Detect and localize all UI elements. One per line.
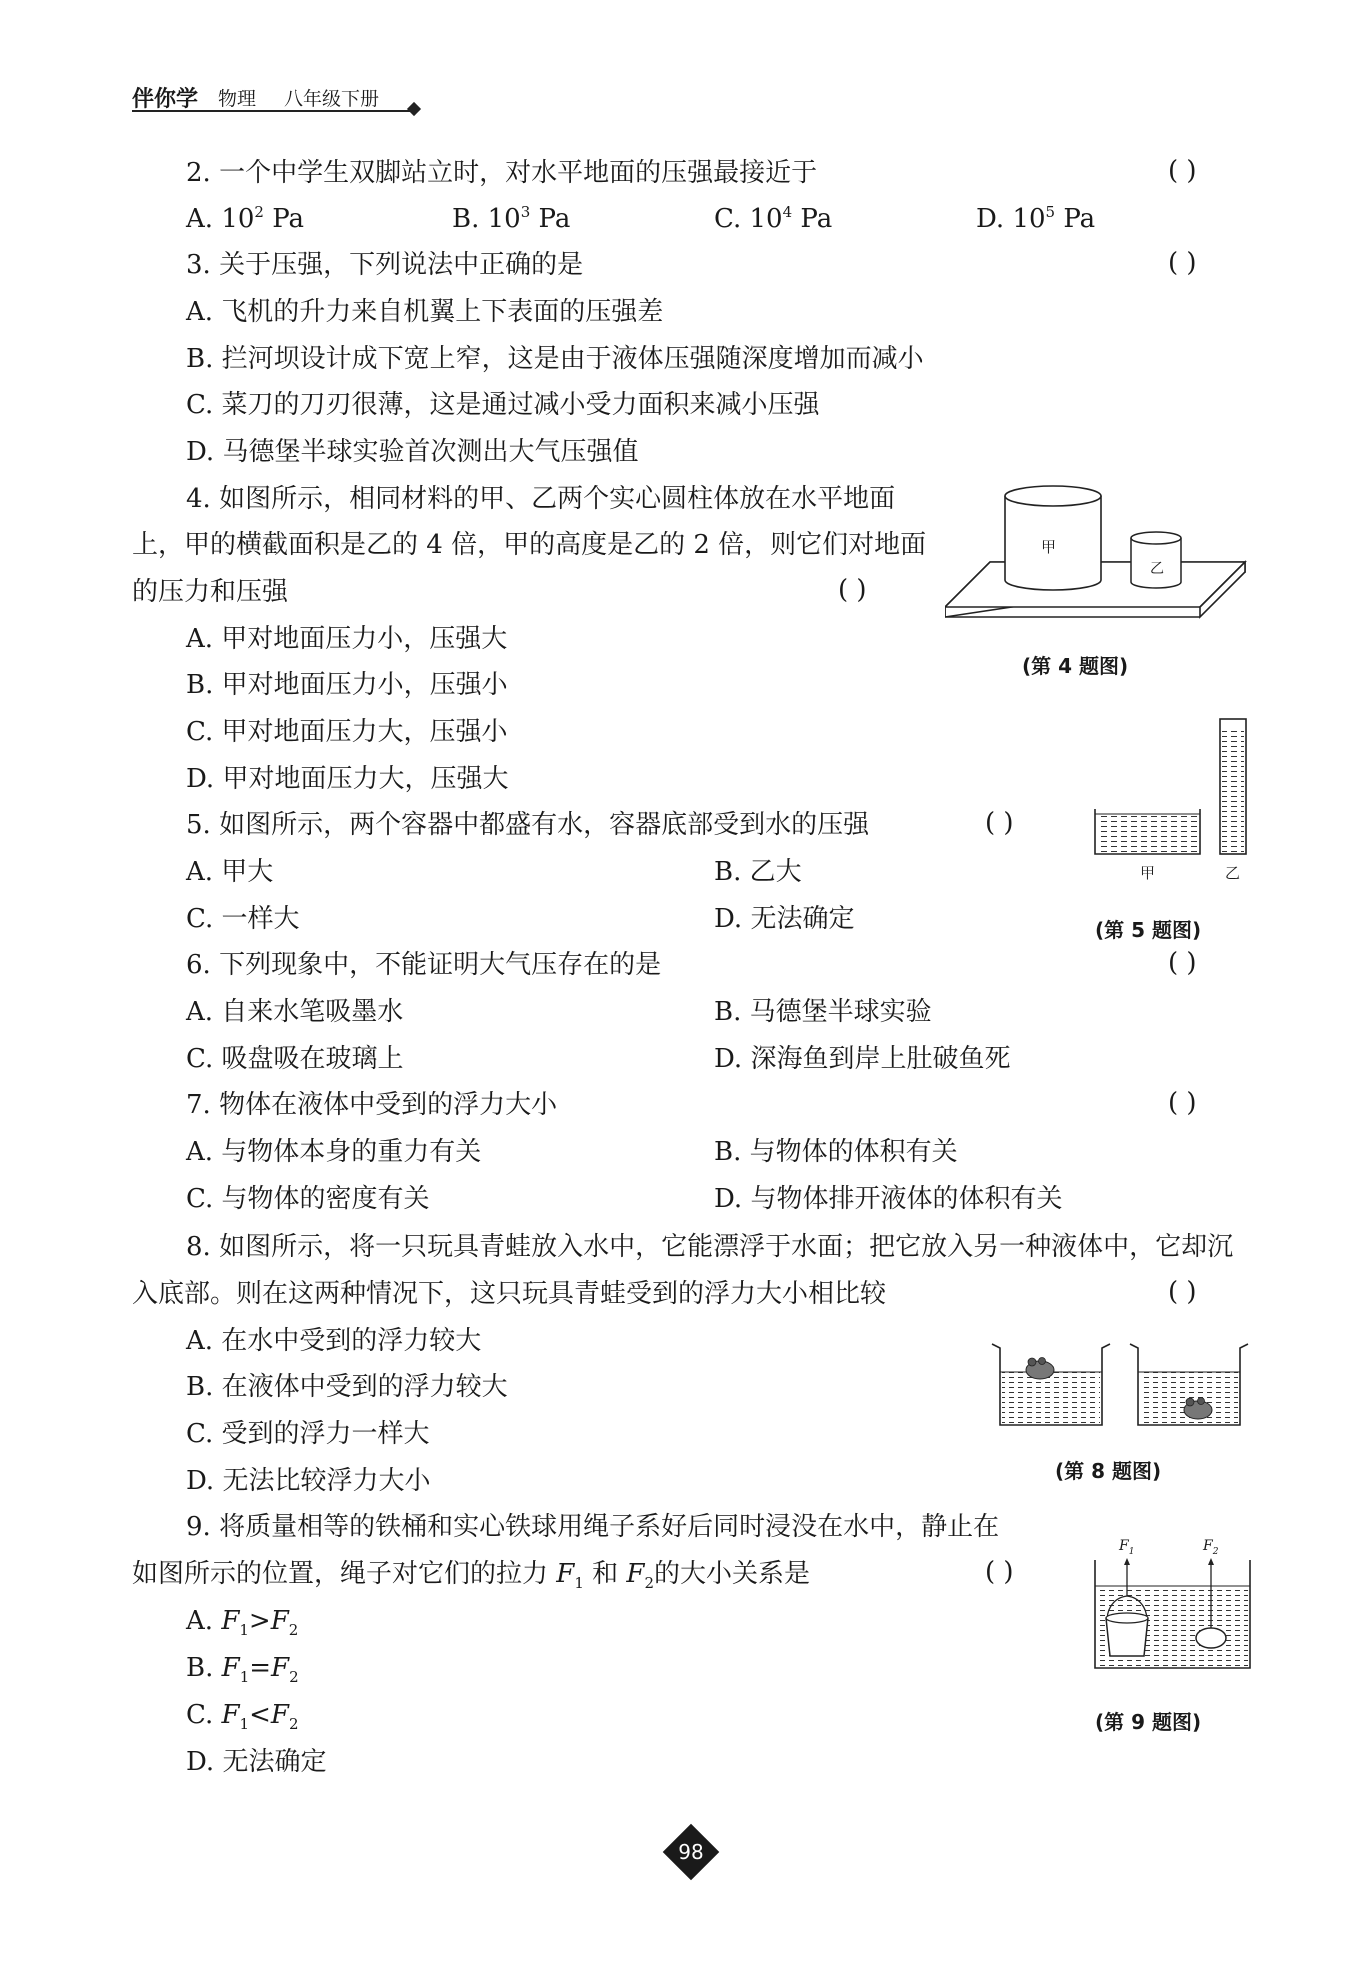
q2-option-a: A. $10^2$ Pa (186, 203, 305, 234)
q8-option-d: D. 无法比较浮力大小 (186, 1466, 431, 1496)
q8-stem-line1: 8. 如图所示，将一只玩具青蛙放入水中，它能漂浮于水面；把它放入另一种液体中，它却沉 (186, 1232, 1234, 1262)
q4-stem-line3: 的压力和压强 (132, 577, 289, 607)
q9-option-b: B. $F_1=F_2$ (186, 1653, 299, 1686)
q9-figure-bucket-ball (1090, 1538, 1255, 1673)
header-diamond-icon (407, 102, 421, 116)
q4-option-b: B. 甲对地面压力小，压强小 (186, 670, 508, 700)
header-subject: 物理 (218, 88, 257, 110)
q3-option-a: A. 飞机的升力来自机翼上下表面的压强差 (186, 297, 664, 327)
q8-stem-line2: 入底部。则在这两种情况下，这只玩具青蛙受到的浮力大小相比较 (132, 1279, 887, 1309)
q8-option-c: C. 受到的浮力一样大 (186, 1419, 430, 1449)
q7-option-a: A. 与物体本身的重力有关 (186, 1137, 482, 1167)
q6-stem: 6. 下列现象中，不能证明大气压存在的是 (186, 950, 662, 980)
q5-figure-containers (1090, 714, 1250, 864)
q8-figure-caption: (第 8 题图) (1055, 1459, 1162, 1483)
q9-fig-label-f2: $F_2$ (1203, 1538, 1219, 1557)
q6-answer-paren: ( ) (1168, 948, 1197, 978)
q7-stem: 7. 物体在液体中受到的浮力大小 (186, 1090, 558, 1120)
q9-option-d: D. 无法确定 (186, 1747, 327, 1777)
q4-stem-line2: 上，甲的横截面积是乙的 4 倍，甲的高度是乙的 2 倍，则它们对地面 (132, 530, 927, 560)
header-grade: 八年级下册 (284, 88, 380, 110)
q5-option-b: B. 乙大 (714, 857, 802, 887)
q7-option-b: B. 与物体的体积有关 (714, 1137, 958, 1167)
q9-stem-line1: 9. 将质量相等的铁桶和实心铁球用绳子系好后同时浸没在水中，静止在 (186, 1512, 1000, 1542)
q5-option-d: D. 无法确定 (714, 904, 855, 934)
q9-option-a: A. $F_1>F_2$ (186, 1606, 299, 1639)
page-number: 98 (678, 1840, 704, 1864)
q3-answer-paren: ( ) (1168, 248, 1197, 278)
q9-fig-label-f1: $F_1$ (1119, 1538, 1135, 1557)
q4-figure-cylinders (945, 482, 1255, 622)
q9-option-c: C. $F_1<F_2$ (186, 1700, 299, 1733)
q5-stem: 5. 如图所示，两个容器中都盛有水，容器底部受到水的压强 (186, 810, 870, 840)
q9-figure-caption: (第 9 题图) (1095, 1710, 1202, 1734)
q4-option-a: A. 甲对地面压力小，压强大 (186, 624, 508, 654)
q2-answer-paren: ( ) (1168, 156, 1197, 186)
q7-option-d: D. 与物体排开液体的体积有关 (714, 1184, 1063, 1214)
q9-stem-line2: 如图所示的位置，绳子对它们的拉力 $F_1$ 和 $F_2$的大小关系是 (132, 1559, 810, 1592)
q2-option-c: C. $10^4$ Pa (714, 203, 833, 234)
frog-floating-icon (1026, 1358, 1054, 1380)
q3-stem: 3. 关于压强，下列说法中正确的是 (186, 250, 584, 280)
q4-stem-line1: 4. 如图所示，相同材料的甲、乙两个实心圆柱体放在水平地面 (186, 484, 896, 514)
header-rule (132, 110, 410, 112)
q4-answer-paren: ( ) (838, 575, 867, 605)
q8-option-b: B. 在液体中受到的浮力较大 (186, 1372, 508, 1402)
q3-option-d: D. 马德堡半球实验首次测出大气压强值 (186, 437, 639, 467)
q7-option-c: C. 与物体的密度有关 (186, 1184, 430, 1214)
q5-figure-caption: (第 5 题图) (1095, 918, 1202, 942)
q3-option-c: C. 菜刀的刀刃很薄，这是通过减小受力面积来减小压强 (186, 390, 820, 420)
q9-answer-paren: ( ) (985, 1557, 1014, 1587)
q4-label-yi: 乙 (1150, 561, 1164, 577)
header-brand: 伴你学 (132, 87, 199, 112)
q4-label-jia: 甲 (1041, 538, 1057, 556)
q2-option-b: B. $10^3$ Pa (452, 203, 571, 234)
q6-option-a: A. 自来水笔吸墨水 (186, 997, 404, 1027)
q8-figure-frogs (990, 1340, 1252, 1430)
q5-label-yi: 乙 (1225, 864, 1241, 882)
q6-option-b: B. 马德堡半球实验 (714, 997, 932, 1027)
q5-label-jia: 甲 (1140, 864, 1156, 882)
q7-answer-paren: ( ) (1168, 1088, 1197, 1118)
q8-option-a: A. 在水中受到的浮力较大 (186, 1326, 482, 1356)
q8-answer-paren: ( ) (1168, 1277, 1197, 1307)
q3-option-b: B. 拦河坝设计成下宽上窄，这是由于液体压强随深度增加而减小 (186, 344, 924, 374)
q5-answer-paren: ( ) (985, 808, 1014, 838)
q4-option-d: D. 甲对地面压力大，压强大 (186, 764, 509, 794)
q6-option-c: C. 吸盘吸在玻璃上 (186, 1044, 404, 1074)
q4-figure-caption: (第 4 题图) (1022, 654, 1129, 678)
q5-option-c: C. 一样大 (186, 904, 300, 934)
q6-option-d: D. 深海鱼到岸上肚破鱼死 (714, 1044, 1011, 1074)
q2-option-d: D. $10^5$ Pa (976, 203, 1096, 234)
q5-option-a: A. 甲大 (186, 857, 274, 887)
q4-option-c: C. 甲对地面压力大，压强小 (186, 717, 508, 747)
q2-stem: 2. 一个中学生双脚站立时，对水平地面的压强最接近于 (186, 158, 818, 188)
